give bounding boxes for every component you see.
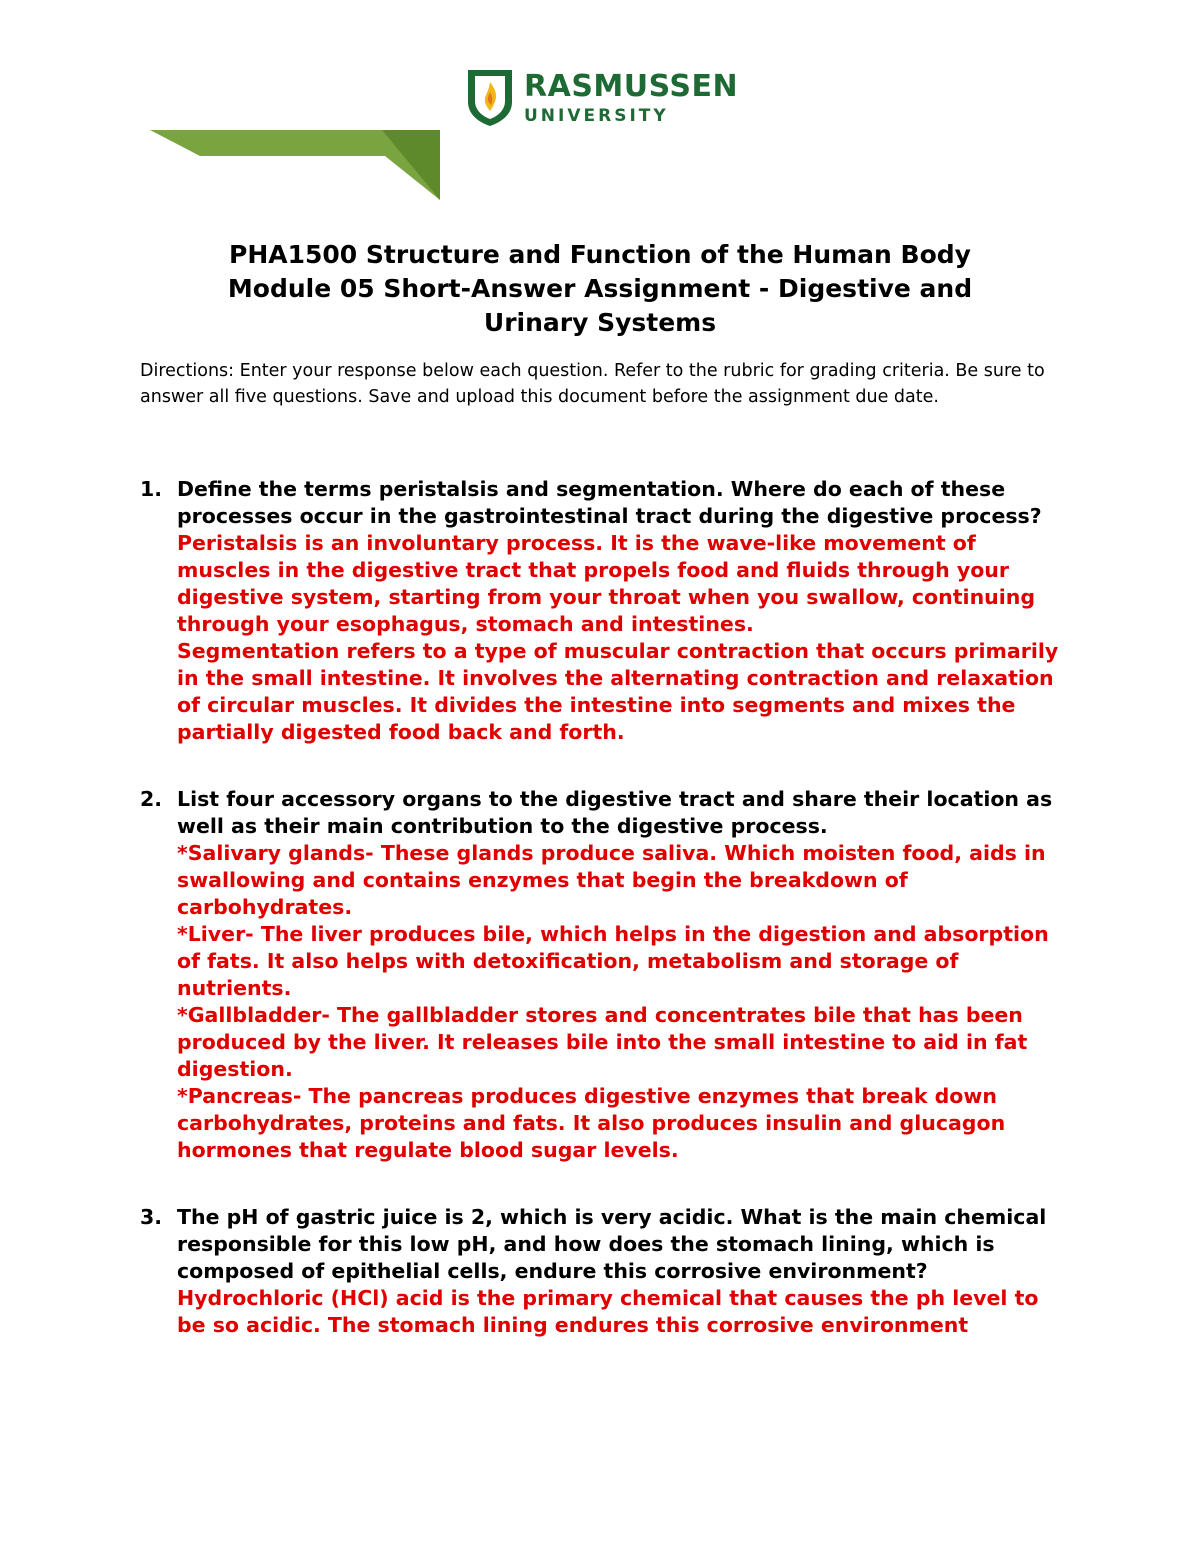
logo-name: RASMUSSEN: [524, 69, 739, 104]
answer-paragraph: *Pancreas- The pancreas produces digestive enzymes that break down carbohydrates, proteins and fats. It also produces insulin and glucagon hormones that regulate blood sugar levels.: [177, 1084, 1006, 1162]
answer-paragraph: Hydrochloric (HCl) acid is the primary chemical that causes the ph level to be so acidic. The stomach lining endures this corrosive environment: [177, 1286, 1039, 1337]
question-text: The pH of gastric juice is 2, which is very acidic. What is the main chemical responsible for this low pH, and how does the stomach lining, which is composed of epithelial cells, endure this corrosive environment?: [177, 1205, 1047, 1283]
directions-paragraph: Directions: Enter your response below each question. Refer to the rubric for grading criteria. Be sure to answer all five questions. Save and upload this document before the assignment due date.: [140, 361, 1045, 407]
question-number: 1.: [140, 477, 163, 501]
question-number: 2.: [140, 787, 163, 811]
document-title: [140, 238, 1060, 340]
question-text: List four accessory organs to the digestive tract and share their location as well as their main contribution to the digestive process.: [177, 787, 1053, 838]
shield-flame-icon: [466, 68, 514, 128]
answer-paragraph: *Salivary glands- These glands produce saliva. Which moisten food, aids in swallowing and contains enzymes that begin the breakdown of carbohydrates.: [177, 841, 1046, 919]
answer-paragraph: *Liver- The liver produces bile, which helps in the digestion and absorption of fats. It also helps with detoxification, metabolism and storage of nutrients.: [177, 922, 1049, 1000]
answer-paragraph: Segmentation refers to a type of muscular contraction that occurs primarily in the small intestine. It involves the alternating contraction and relaxation of circular muscles. It divides the intestine into segments and mixes the partially digested food back and forth.: [177, 639, 1059, 744]
question-1: [140, 476, 1060, 746]
question-2: [140, 786, 1060, 1164]
question-text: Define the terms peristalsis and segmentation. Where do each of these processes occur in the gastrointestinal tract during the digestive process?: [177, 477, 1042, 528]
title-line-2: Module 05 Short-Answer Assignment - Digestive and: [227, 274, 973, 303]
title-line-1: PHA1500 Structure and Function of the Human Body: [229, 240, 971, 269]
logo-subtitle: UNIVERSITY: [524, 106, 669, 126]
question-3: [140, 1204, 1060, 1339]
decorative-green-band: [150, 126, 445, 204]
title-line-3: Urinary Systems: [483, 308, 717, 337]
question-list: [140, 476, 1060, 1379]
university-logo: [466, 68, 766, 130]
answer-paragraph: *Gallbladder- The gallbladder stores and concentrates bile that has been produced by the liver. It releases bile into the small intestine to aid in fat digestion.: [177, 1003, 1028, 1081]
answer-paragraph: Peristalsis is an involuntary process. It is the wave-like movement of muscles in the digestive tract that propels food and fluids through your digestive system, starting from your throat when you swallow, continuing through your esophagus, stomach and intestines.: [177, 531, 1036, 636]
question-number: 3.: [140, 1205, 163, 1229]
